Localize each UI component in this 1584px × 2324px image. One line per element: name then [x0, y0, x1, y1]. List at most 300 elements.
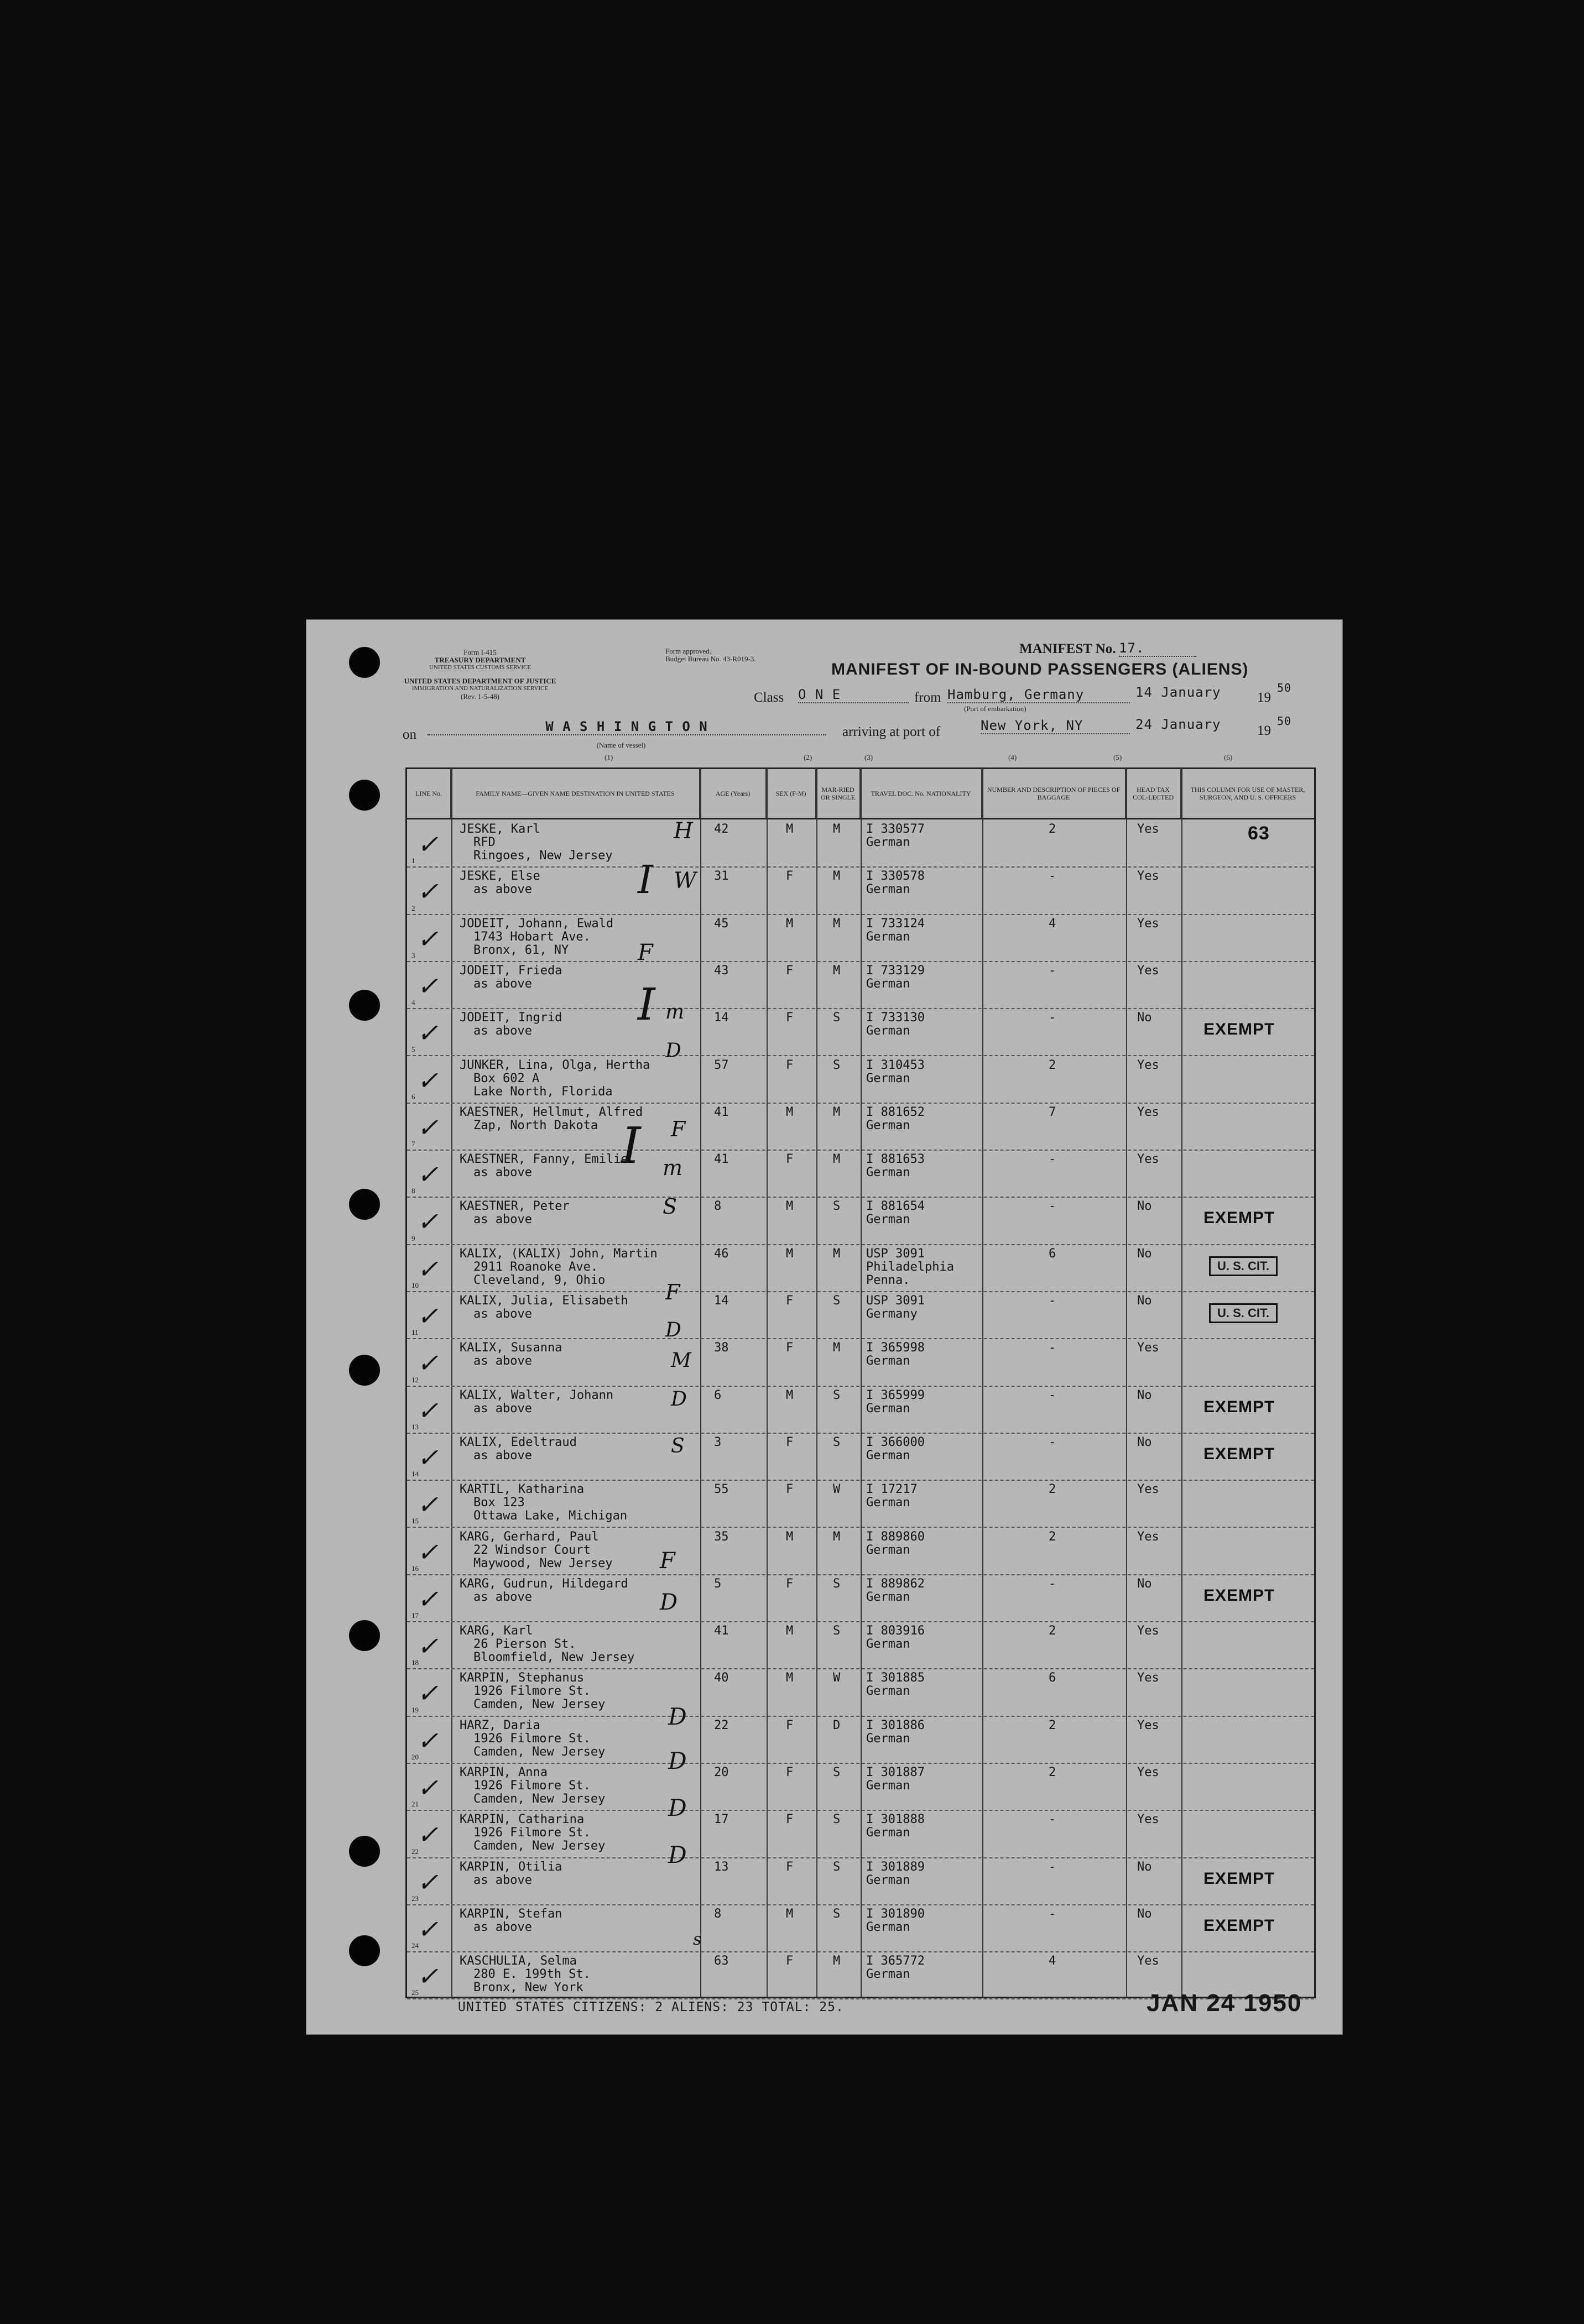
- marital-status: M: [833, 1105, 841, 1119]
- passenger-sex: M: [786, 916, 794, 931]
- checkmark-icon: ✓: [417, 1537, 439, 1567]
- passenger-age: 57: [714, 1058, 729, 1072]
- totals-line: UNITED STATES CITIZENS: 2 ALIENS: 23 TOTAL: 25.: [458, 2000, 844, 2014]
- table-row: [407, 1197, 1314, 1245]
- col-age: AGE (Years): [700, 769, 767, 818]
- travel-doc-number: I 803916: [866, 1624, 925, 1638]
- ins-service: IMMIGRATION AND NATURALIZATION SERVICE: [411, 685, 549, 692]
- line-number: 1: [411, 857, 415, 865]
- passenger-sex: F: [786, 1294, 794, 1308]
- passenger-destination: RFD Ringoes, New Jersey: [473, 835, 613, 863]
- head-tax-status: No: [1137, 1907, 1152, 1921]
- arriving-label: arriving at port of: [842, 724, 941, 739]
- checkmark-icon: ✓: [417, 1867, 439, 1897]
- arrival-date: 24 January: [1135, 717, 1221, 732]
- col-married: MAR-RIED OR SINGLE: [816, 769, 861, 818]
- table-row: [407, 866, 1314, 915]
- passenger-destination: Box 602 A Lake North, Florida: [473, 1071, 613, 1099]
- nationality: German: [866, 1826, 910, 1840]
- passenger-sex: F: [786, 1766, 794, 1779]
- nationality: German: [866, 1967, 910, 1982]
- travel-doc-number: I 733124: [866, 916, 925, 931]
- table-row: [407, 1386, 1314, 1434]
- handwritten-mark: F: [660, 1548, 675, 1574]
- travel-doc-number: I 310453: [866, 1058, 925, 1072]
- travel-doc-number: I 881654: [866, 1199, 925, 1214]
- form-number: Form I-415: [463, 648, 497, 656]
- travel-doc-number: I 881653: [866, 1152, 925, 1167]
- passenger-age: 38: [714, 1341, 729, 1355]
- checkmark-icon: ✓: [417, 1820, 439, 1850]
- embark-caption: (Port of embarkation): [964, 704, 1027, 713]
- line-number: 6: [411, 1092, 415, 1101]
- travel-doc-number: I 733130: [866, 1011, 925, 1025]
- baggage-count: 2: [1049, 1529, 1056, 1544]
- table-row: [407, 961, 1314, 1009]
- checkmark-icon: ✓: [417, 1631, 439, 1662]
- passenger-sex: F: [786, 1152, 794, 1167]
- passenger-age: 63: [714, 1954, 729, 1968]
- handwritten-mark: D: [668, 1747, 687, 1774]
- passenger-destination: Box 123 Ottawa Lake, Michigan: [473, 1496, 628, 1523]
- line-number: 12: [411, 1375, 419, 1384]
- baggage-count: -: [1049, 1388, 1056, 1402]
- nationality: German: [866, 1920, 910, 1934]
- checkmark-icon: ✓: [417, 1254, 439, 1284]
- table-row: [407, 1716, 1314, 1764]
- passenger-table: [405, 767, 1316, 1998]
- passenger-sex: F: [786, 1718, 794, 1732]
- travel-doc-number: I 17217: [866, 1482, 918, 1497]
- treasury-dept: TREASURY DEPARTMENT: [434, 656, 526, 664]
- passenger-age: 41: [714, 1624, 729, 1638]
- passenger-name: JESKE, Else: [460, 869, 540, 884]
- passenger-name: KALIX, (KALIX) John, Martin: [460, 1246, 658, 1261]
- handwritten-mark: D: [665, 1319, 681, 1341]
- passenger-destination: 1926 Filmore St. Camden, New Jersey: [473, 1826, 606, 1853]
- baggage-count: 2: [1049, 1624, 1056, 1638]
- passenger-destination: as above: [473, 882, 532, 897]
- from-label: from: [914, 690, 941, 705]
- travel-doc-number: I 366000: [866, 1435, 925, 1449]
- handwritten-bracket: I: [638, 857, 653, 902]
- passenger-destination: 1926 Filmore St. Camden, New Jersey: [473, 1731, 606, 1759]
- baggage-count: -: [1049, 963, 1056, 978]
- baggage-count: 4: [1049, 916, 1056, 931]
- head-tax-status: No: [1137, 1435, 1152, 1449]
- passenger-sex: M: [786, 1671, 794, 1685]
- officer-note: 63: [1248, 823, 1270, 844]
- table-row: [407, 914, 1314, 962]
- checkmark-icon: ✓: [417, 970, 439, 1001]
- line-number: 5: [411, 1045, 415, 1054]
- col-officers: THIS COLUMN FOR USE OF MASTER, SURGEON, AND U. S. OFFICERS: [1190, 786, 1305, 801]
- passenger-destination: 1926 Filmore St. Camden, New Jersey: [473, 1779, 606, 1806]
- table-row: [407, 1244, 1314, 1292]
- nationality: German: [866, 1496, 910, 1510]
- passenger-age: 22: [714, 1718, 729, 1732]
- line-number: 13: [411, 1422, 419, 1431]
- head-tax-status: No: [1137, 1860, 1152, 1874]
- baggage-count: -: [1049, 1341, 1056, 1355]
- travel-doc-number: USP 3091: [866, 1294, 925, 1308]
- nationality: German: [866, 1873, 910, 1887]
- line-number: 14: [411, 1470, 419, 1479]
- passenger-age: 42: [714, 822, 729, 836]
- nationality: Philadelphia Penna.: [866, 1260, 954, 1287]
- exempt-stamp: EXEMPT: [1203, 1209, 1275, 1228]
- arrive-year-prefix: 19: [1257, 723, 1271, 738]
- checkmark-icon: ✓: [417, 1725, 439, 1756]
- passenger-age: 35: [714, 1529, 729, 1544]
- head-tax-status: Yes: [1137, 1718, 1159, 1732]
- col-head-tax: HEAD TAX COL-LECTED: [1126, 769, 1181, 818]
- exempt-stamp: EXEMPT: [1203, 1869, 1275, 1888]
- head-tax-status: Yes: [1137, 1341, 1159, 1355]
- marital-status: S: [833, 1624, 841, 1638]
- nationality: German: [866, 1543, 910, 1557]
- baggage-count: -: [1049, 1011, 1056, 1025]
- line-number: 11: [411, 1328, 419, 1337]
- nationality: German: [866, 1354, 910, 1369]
- punch-hole: [349, 1355, 380, 1386]
- table-row: [407, 1904, 1314, 1952]
- marital-status: W: [833, 1671, 841, 1685]
- passenger-name: JODEIT, Ingrid: [460, 1011, 562, 1025]
- passenger-sex: M: [786, 1246, 794, 1261]
- passenger-destination: as above: [473, 1024, 532, 1038]
- line-number: 23: [411, 1894, 419, 1903]
- exempt-stamp: EXEMPT: [1203, 1916, 1275, 1935]
- passenger-destination: 2911 Roanoke Ave. Cleveland, 9, Ohio: [473, 1260, 606, 1287]
- class-value: O N E: [798, 687, 909, 703]
- checkmark-icon: ✓: [417, 1112, 439, 1142]
- table-row: [407, 1668, 1314, 1716]
- us-citizen-stamp: U. S. CIT.: [1209, 1256, 1278, 1276]
- passenger-destination: as above: [473, 1448, 532, 1463]
- exempt-stamp: EXEMPT: [1203, 1397, 1275, 1416]
- head-tax-status: Yes: [1137, 1529, 1159, 1544]
- baggage-count: 2: [1049, 822, 1056, 836]
- line-number: 17: [411, 1611, 419, 1620]
- passenger-sex: F: [786, 1860, 794, 1874]
- head-tax-status: No: [1137, 1011, 1152, 1025]
- table-row: [407, 1433, 1314, 1481]
- passenger-name: KALIX, Susanna: [460, 1341, 562, 1355]
- passenger-sex: M: [786, 1388, 794, 1402]
- marital-status: S: [833, 1011, 841, 1025]
- travel-doc-number: I 330577: [866, 822, 925, 836]
- page-title: MANIFEST OF IN-BOUND PASSENGERS (ALIENS): [831, 660, 1249, 678]
- marital-status: M: [833, 1152, 841, 1167]
- passenger-sex: F: [786, 1341, 794, 1355]
- marital-status: M: [833, 869, 841, 884]
- table-row: [407, 1857, 1314, 1905]
- revision: (Rev. 1-5-48): [461, 692, 499, 701]
- passenger-name: KARPIN, Anna: [460, 1766, 548, 1779]
- handwritten-mark: D: [665, 1040, 681, 1062]
- travel-doc-number: I 881652: [866, 1105, 925, 1119]
- form-approved: Form approved.: [665, 647, 712, 655]
- table-row: [407, 1008, 1314, 1056]
- baggage-count: -: [1049, 1860, 1056, 1874]
- handwritten-mark: W: [674, 868, 697, 894]
- nationality: German: [866, 1590, 910, 1604]
- line-number: 19: [411, 1705, 419, 1714]
- baggage-count: -: [1049, 1294, 1056, 1308]
- handwritten-mark: D: [671, 1388, 687, 1411]
- marital-status: M: [833, 916, 841, 931]
- checkmark-icon: ✓: [417, 1490, 439, 1520]
- baggage-count: -: [1049, 869, 1056, 884]
- nationality: German: [866, 1731, 910, 1746]
- passenger-age: 8: [714, 1907, 722, 1921]
- passenger-name: JUNKER, Lina, Olga, Hertha: [460, 1058, 650, 1072]
- passenger-destination: as above: [473, 1354, 532, 1369]
- col-number: (4): [1008, 753, 1017, 761]
- table-row: [407, 1527, 1314, 1575]
- date-stamp: JAN 24 1950: [1147, 1989, 1302, 2017]
- passenger-destination: as above: [473, 1401, 532, 1416]
- punch-hole: [349, 1189, 380, 1220]
- handwritten-mark: F: [671, 1117, 686, 1141]
- col-number: (5): [1113, 753, 1122, 761]
- line-number: 9: [411, 1234, 415, 1242]
- table-body: [407, 818, 1314, 1997]
- passenger-name: KARPIN, Catharina: [460, 1813, 585, 1827]
- head-tax-status: Yes: [1137, 1058, 1159, 1072]
- passenger-name: JESKE, Karl: [460, 822, 540, 836]
- col-sex: SEX (F-M): [767, 769, 816, 818]
- checkmark-icon: ✓: [417, 1301, 439, 1331]
- head-tax-status: Yes: [1137, 1671, 1159, 1685]
- baggage-count: -: [1049, 1813, 1056, 1827]
- handwritten-mark: F: [665, 1280, 680, 1304]
- vessel-caption: (Name of vessel): [596, 741, 646, 749]
- table-row: [407, 819, 1314, 868]
- handwritten-mark: H: [674, 818, 693, 844]
- head-tax-status: Yes: [1137, 822, 1159, 836]
- baggage-count: 7: [1049, 1105, 1056, 1119]
- baggage-count: 4: [1049, 1954, 1056, 1968]
- checkmark-icon: ✓: [417, 1018, 439, 1048]
- nationality: Germany: [866, 1307, 918, 1321]
- checkmark-icon: ✓: [417, 1160, 439, 1190]
- travel-doc-number: I 301890: [866, 1907, 925, 1921]
- passenger-sex: M: [786, 822, 794, 836]
- from-date: 14 January: [1135, 685, 1221, 700]
- passenger-age: 8: [714, 1199, 722, 1214]
- passenger-sex: F: [786, 869, 794, 884]
- passenger-destination: as above: [473, 1920, 532, 1934]
- head-tax-status: No: [1137, 1199, 1152, 1214]
- line-number: 22: [411, 1847, 419, 1856]
- arrive-year: 50: [1277, 714, 1292, 728]
- passenger-name: KARPIN, Otilia: [460, 1860, 562, 1874]
- passenger-sex: F: [786, 1576, 794, 1591]
- passenger-age: 41: [714, 1105, 729, 1119]
- nationality: German: [866, 1024, 910, 1038]
- travel-doc-number: I 301889: [866, 1860, 925, 1874]
- handwritten-bracket: I: [638, 979, 655, 1030]
- customs-service: UNITED STATES CUSTOMS SERVICE: [429, 664, 532, 671]
- passenger-sex: F: [786, 963, 794, 978]
- passenger-name: JODEIT, Johann, Ewald: [460, 916, 614, 931]
- passenger-sex: F: [786, 1813, 794, 1827]
- head-tax-status: Yes: [1137, 1954, 1159, 1968]
- manifest-label: MANIFEST No.: [1019, 641, 1116, 656]
- nationality: German: [866, 1684, 910, 1699]
- passenger-name: JODEIT, Frieda: [460, 963, 562, 978]
- checkmark-icon: ✓: [417, 1442, 439, 1472]
- baggage-count: -: [1049, 1907, 1056, 1921]
- passenger-sex: M: [786, 1105, 794, 1119]
- marital-status: S: [833, 1766, 841, 1779]
- checkmark-icon: ✓: [417, 1584, 439, 1614]
- passenger-name: KALIX, Edeltraud: [460, 1435, 577, 1449]
- travel-doc-number: I 733129: [866, 963, 925, 978]
- punch-hole: [349, 1935, 380, 1966]
- line-number: 16: [411, 1564, 419, 1573]
- nationality: German: [866, 1213, 910, 1227]
- checkmark-icon: ✓: [417, 1678, 439, 1709]
- marital-status: W: [833, 1482, 841, 1497]
- handwritten-bracket: I: [621, 1117, 641, 1175]
- handwritten-mark: m: [665, 1001, 685, 1023]
- table-row: [407, 1056, 1314, 1104]
- baggage-count: -: [1049, 1576, 1056, 1591]
- passenger-age: 40: [714, 1671, 729, 1685]
- passenger-age: 43: [714, 963, 729, 978]
- passenger-age: 46: [714, 1246, 729, 1261]
- exempt-stamp: EXEMPT: [1203, 1020, 1275, 1039]
- marital-status: S: [833, 1813, 841, 1827]
- travel-doc-number: I 301885: [866, 1671, 925, 1685]
- baggage-count: 2: [1049, 1482, 1056, 1497]
- nationality: German: [866, 976, 910, 991]
- from-year-prefix: 19: [1257, 690, 1271, 705]
- passenger-sex: M: [786, 1624, 794, 1638]
- arrival-port: New York, NY: [981, 718, 1130, 734]
- passenger-name: KARG, Karl: [460, 1624, 533, 1638]
- from-year: 50: [1277, 681, 1292, 694]
- handwritten-mark: D: [660, 1590, 678, 1615]
- line-number: 15: [411, 1517, 419, 1526]
- punch-hole: [349, 647, 380, 678]
- exempt-stamp: EXEMPT: [1203, 1444, 1275, 1463]
- line-number: 24: [411, 1941, 419, 1950]
- passenger-name: KALIX, Walter, Johann: [460, 1388, 614, 1402]
- head-tax-status: No: [1137, 1576, 1152, 1591]
- punch-hole: [349, 1836, 380, 1867]
- line-number: 20: [411, 1752, 419, 1761]
- head-tax-status: Yes: [1137, 963, 1159, 978]
- passenger-age: 41: [714, 1152, 729, 1167]
- passenger-name: KARG, Gerhard, Paul: [460, 1529, 599, 1544]
- passenger-age: 6: [714, 1388, 722, 1402]
- passenger-name: KARG, Gudrun, Hildegard: [460, 1576, 628, 1591]
- head-tax-status: Yes: [1137, 1624, 1159, 1638]
- travel-doc-number: I 301887: [866, 1766, 925, 1779]
- marital-status: S: [833, 1058, 841, 1072]
- justice-dept: UNITED STATES DEPARTMENT OF JUSTICE: [404, 677, 556, 685]
- handwritten-mark: s: [693, 1930, 702, 1949]
- manifest-page: [306, 619, 1343, 2035]
- table-row: [407, 1574, 1314, 1622]
- passenger-name: KARPIN, Stephanus: [460, 1671, 585, 1685]
- class-label: Class: [754, 690, 784, 705]
- line-number: 2: [411, 904, 415, 912]
- passenger-name: KARTIL, Katharina: [460, 1482, 585, 1497]
- checkmark-icon: ✓: [417, 829, 439, 859]
- passenger-name: KASCHULIA, Selma: [460, 1954, 577, 1968]
- table-row: [407, 1291, 1314, 1339]
- head-tax-status: No: [1137, 1388, 1152, 1402]
- line-number: 8: [411, 1187, 415, 1195]
- passenger-sex: F: [786, 1482, 794, 1497]
- col-number: (2): [804, 753, 812, 761]
- line-number: 18: [411, 1658, 419, 1667]
- marital-status: M: [833, 1246, 841, 1261]
- baggage-count: -: [1049, 1435, 1056, 1449]
- passenger-name: KAESTNER, Fanny, Emilie: [460, 1152, 628, 1167]
- passenger-destination: as above: [473, 1307, 532, 1321]
- marital-status: M: [833, 1341, 841, 1355]
- line-number: 3: [411, 951, 415, 959]
- col-name: FAMILY NAME—GIVEN NAME DESTINATION IN UNITED STATES: [451, 769, 700, 818]
- travel-doc-number: I 889860: [866, 1529, 925, 1544]
- line-number: 10: [411, 1281, 419, 1289]
- passenger-destination: as above: [473, 1590, 532, 1604]
- on-label: on: [403, 727, 416, 742]
- head-tax-status: Yes: [1137, 1105, 1159, 1119]
- passenger-destination: as above: [473, 976, 532, 991]
- handwritten-mark: m: [663, 1156, 683, 1180]
- baggage-count: 2: [1049, 1718, 1056, 1732]
- nationality: German: [866, 1401, 910, 1416]
- passenger-age: 55: [714, 1482, 729, 1497]
- passenger-age: 5: [714, 1576, 722, 1591]
- marital-status: D: [833, 1718, 841, 1732]
- table-row: [407, 1150, 1314, 1198]
- passenger-destination: 1926 Filmore St. Camden, New Jersey: [473, 1684, 606, 1712]
- passenger-destination: 280 E. 199th St. Bronx, New York: [473, 1967, 591, 1995]
- marital-status: S: [833, 1435, 841, 1449]
- passenger-destination: as above: [473, 1166, 532, 1180]
- baggage-count: -: [1049, 1199, 1056, 1214]
- handwritten-mark: F: [638, 940, 653, 965]
- line-number: 4: [411, 998, 415, 1007]
- vessel-name: W A S H I N G T O N: [428, 719, 826, 735]
- marital-status: S: [833, 1388, 841, 1402]
- line-number: 21: [411, 1800, 419, 1809]
- baggage-count: 6: [1049, 1671, 1056, 1685]
- handwritten-mark: S: [671, 1435, 685, 1458]
- marital-status: S: [833, 1907, 841, 1921]
- baggage-count: 2: [1049, 1766, 1056, 1779]
- nationality: German: [866, 929, 910, 944]
- from-port: Hamburg, Germany: [947, 687, 1130, 703]
- head-tax-status: Yes: [1137, 1766, 1159, 1779]
- passenger-name: KAESTNER, Peter: [460, 1199, 570, 1214]
- handwritten-mark: D: [668, 1794, 687, 1821]
- head-tax-status: Yes: [1137, 916, 1159, 931]
- baggage-count: 6: [1049, 1246, 1056, 1261]
- nationality: German: [866, 1637, 910, 1652]
- passenger-name: KAESTNER, Hellmut, Alfred: [460, 1105, 643, 1119]
- nationality: German: [866, 1166, 910, 1180]
- passenger-destination: as above: [473, 1213, 532, 1227]
